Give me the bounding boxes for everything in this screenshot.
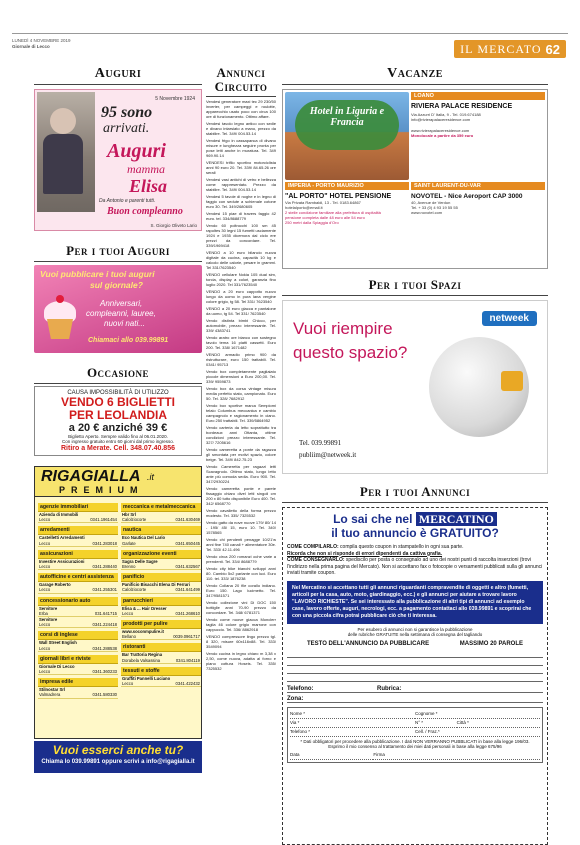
auguri-place: S. Giorgio Oliveto Lario — [150, 223, 197, 228]
saint-address: 40, Avenue de Verdun — [411, 200, 451, 205]
annuncio-item: Vendo cavalletto della forma prezzo modesto. Tel. 335/ 7325532 — [206, 508, 276, 518]
coupon-note-2: delle rubriche GRATUITE nella settimana di consegna del tagliando — [347, 631, 483, 637]
right-column — [282, 66, 548, 845]
occasione-title: Occasione — [86, 365, 150, 380]
listing-city: Lecco — [122, 681, 134, 687]
netweek-logo: netweek — [482, 311, 537, 326]
promo-line-2: sul giornale? — [90, 280, 143, 290]
rigagialla-right-list — [121, 500, 201, 687]
listing-row[interactable] — [38, 664, 118, 675]
citta-field[interactable]: Città * — [457, 719, 540, 728]
listing-phone: 0341.288440 — [92, 564, 117, 570]
cta-headline: Vuoi esserci anche tu? — [52, 743, 184, 757]
listing-phone: 0341.630469 — [175, 517, 200, 523]
annuncio-item: Vendesi 5 tavole di noghe e in legno di faggio con sedute a schienale cotone euro 30. Tel. 349/2680605 — [206, 194, 276, 209]
imperia-block — [285, 182, 409, 225]
section-brand — [454, 40, 566, 58]
category-heading: arredamenti — [38, 526, 118, 535]
mercatino-brand: MERCATINO — [416, 512, 497, 526]
category-heading: agenzie immobiliari — [38, 503, 118, 512]
saint-label: SAINT LAURENT-DU-VAR — [411, 182, 545, 190]
listing-row[interactable] — [121, 629, 201, 640]
annuncio-item: VENDO compressore lingo prezzo tgl. 8 320, misure 60x116x88. Tel. 333/ 3549094 — [206, 634, 276, 649]
coupon-note-1: Per esubero di annunci non si garantisce la pubblicazione — [357, 626, 473, 632]
annuncio-item: Vendesi vasi antichi di vetro e bellezza come rappresentato. Prezzo da stabilire. Tel. 349/ 004.53.14 — [206, 177, 276, 192]
category-heading: giornali libri e riviste — [38, 655, 118, 664]
listing-name: Giornale Di Lecco — [39, 663, 75, 669]
page-number: 62 — [545, 41, 560, 57]
listing-phone: 0341.255301 — [92, 587, 117, 593]
annuncio-item: Vendo aratro ore bianco con sostegno tavolo tema 16 piatti cassetti. Euro 200. Tel. 338/ 1671482 — [206, 335, 276, 350]
spazi-email[interactable]: publiim@netweek.it — [299, 451, 357, 459]
listing-phone: 0341.650445 — [175, 540, 200, 546]
headline-part-2: il tuo annuncio è GRATUITO? — [331, 526, 499, 540]
imperia-title: "AL PORTO" HOTEL PENSIONE — [285, 193, 392, 200]
photo-body — [43, 134, 83, 194]
listing-name: Elisa & ... Hair Dresser — [122, 605, 167, 611]
annuncio-item: Vendesi generatore maxi tec 29 230/50 inverter, per campeggi e roulotte, apparecchio usato poco con circa 100 ore di funzionamento. Ottimo affare. — [206, 99, 276, 119]
promo-phone: Chiamaci allo 039.99891 — [88, 337, 169, 344]
hotel-banner-text: Hotel in Liguria e Francia — [309, 106, 385, 128]
imperia-email: hotelalporto@email.it — [285, 205, 323, 210]
annuncio-item: Vendo box completamente pagliaiato piccole dimensioni a Euro 200,00. Tel. 339/ 9559873 — [206, 369, 276, 384]
loano-address: Via Azzurri D' Italia, 9 - Tel. 019.674188 — [411, 112, 481, 117]
listing-name: Panificio Bisacchi Elena Di Ferrari — [122, 582, 190, 588]
per-auguri-title: Per i tuoi Auguri — [66, 243, 170, 258]
cell-field[interactable]: Cell. / Fraz.* — [415, 728, 540, 737]
date-text: LUNEDÌ 4 NOVEMBRE 2019 — [12, 38, 71, 43]
listing-city: Lecco — [39, 645, 51, 651]
promo-line-4: compleanni, lauree, — [86, 309, 156, 318]
category-heading: prodotti per pulire — [121, 620, 201, 629]
imperia-note-3: 250 metri dalla Spiaggia d'Oro — [285, 220, 339, 225]
auguri-promo — [34, 265, 202, 353]
personal-fields — [287, 707, 543, 763]
imperia-address: Via Privata Rambaldi, 13 - Tel. 0183.64867 — [285, 200, 361, 205]
vacanze-box — [282, 89, 548, 269]
saint-title: NOVOTEL - Nice Aeroport CAP 3000 — [411, 193, 523, 200]
telefono-field[interactable]: Telefono * — [290, 728, 415, 737]
loano-note: Monolocale a partire da 359 euro — [411, 133, 474, 138]
listing-row[interactable] — [38, 559, 118, 570]
cognome-field[interactable]: Cognome * — [415, 710, 540, 719]
listing-city: Calolziocorte — [122, 587, 147, 593]
listing-phone: 031.641715 — [94, 610, 117, 616]
annuncio-item: Vendesi 15 piae di travers faggio 42 euro. tel. 334/8688779 — [206, 211, 276, 221]
zona-label[interactable]: Zona: — [287, 696, 543, 703]
annuncio-item: Vendo carteria da letto soprattutto tra bordeaux anni Ottanta, ottime condizioni prezzo interessante. Tel. 327/ 7205616 — [206, 425, 276, 445]
loano-label: LOANO — [411, 92, 545, 100]
listing-name: Stilnostar Srl — [39, 687, 66, 693]
loano-email: info@rivierapalaceresidence.com — [411, 117, 471, 122]
annuncio-item: VENDO armadio primo 900 da ristrutturare, euro 150 trattabili. Tel. 0341/ 95713 — [206, 352, 276, 367]
listing-phone: 0341.288538 — [92, 645, 117, 651]
listing-row[interactable] — [121, 652, 201, 663]
annunci-title: Annunci Circuito — [214, 65, 268, 94]
occasione-line-2: VENDO 6 BIGLIETTI — [60, 395, 175, 409]
listing-phone: 0341.422432 — [175, 681, 200, 687]
annuncio-item: Vendo Cameretta per ragazzi letti Scavagnolo. Ottimo stato, lungo letto ante più comoda sedia. Euro 900. Tel. 347/2930224 — [206, 464, 276, 484]
occasione-line-6: Con ingresso gratuito entro 60 giorni dal primo ingresso. — [61, 439, 175, 444]
occasione-box — [34, 386, 202, 456]
imperia-note-2: pensione completa dalle 48 euro alle 54 euro — [285, 215, 365, 220]
listing-name: Investire Assicurazioni — [39, 558, 85, 564]
deliver-label: COME CONSEGNARLO: — [287, 557, 345, 563]
paper-name: Giornale di Lecco — [12, 44, 50, 49]
listing-name: Servitore — [39, 617, 58, 623]
hotel-banner-title — [295, 100, 399, 150]
listing-row[interactable] — [121, 512, 201, 523]
section-name: MERCATO — [477, 41, 542, 56]
annuncio-item: Vendo cameretta ponte e parete fissaggio chiaro divel letti singoli cm 200 x 80 tutto disponibile Euro 400. Tel. 342/ 6568770 — [206, 486, 276, 506]
category-heading: autofficine e centri assistenza — [38, 573, 118, 582]
annuncio-item: Vendo Collana 20 file corallo indiano. Euro 150. Lago lucimetto. Tel. 347/9581571 — [206, 583, 276, 598]
annuncio-item: Vendo come nuove giacca Monclerr taglia 46 colore grigio marrone con cappuccio. Tel. 336/ 8862918 — [206, 617, 276, 632]
category-heading: organizzazione eventi — [121, 550, 201, 559]
section-prefix: IL — [460, 41, 474, 56]
rigagialla-cta[interactable] — [34, 741, 202, 773]
coupon-writing-lines[interactable] — [287, 650, 543, 682]
annuncio-item: Vendo chi pendenti penagge 10/21'w anni fine 740 canali + alimentatore 30e. Tel. 333/ 42.11.496 — [206, 537, 276, 552]
promo-line-5: nuovi nati... — [104, 319, 145, 328]
compile-label: COME COMPILARLO: — [287, 544, 339, 550]
spazi-phone: Tel. 039.99891 — [299, 439, 342, 447]
annuncio-item: Vendo distinta bimbi Chicco, per automobile, prezzo interessante. Tel. 339/ 4383741 — [206, 318, 276, 333]
privacy-note-2: Esprimo il mio consenso al trattamento dei miei dati personali in base alla legge 675/96 — [328, 743, 502, 749]
listing-city: Lecco — [39, 540, 51, 546]
annuncio-item: VENDO a 20 euro cappotto nuovo lungo da uomo in pura lana vergine colore grigio, tg 58. Tel 331/ 7623540 — [206, 289, 276, 304]
annuncio-item: Vendo city bike bianchi sviluppi anni 80. Cambio 5x2 parlante con luci. Euro 110. tel. 333/ 1876238 — [206, 566, 276, 581]
grafia-note: Ricorda che non si risponde di errori dipendenti da cattiva grafia. — [287, 550, 443, 557]
rigagialla-box — [34, 466, 202, 739]
listing-row[interactable] — [38, 606, 118, 617]
listing-name: Eco Nautica Del Lario — [122, 535, 166, 541]
coupon-max-words: MASSIMO 20 PAROLE — [459, 640, 523, 647]
occasione-line-5: Biglietto Aperto. Sempre valido fino al 06.01.2020. — [68, 434, 168, 439]
spazi-title: Per i tuoi Spazi — [368, 277, 462, 292]
cta-contact: Chiama lo 039.99891 oppure scrivi a info@rigagialla.it — [41, 759, 195, 765]
listing-name: Garage Roberto — [39, 582, 71, 588]
age-line-1: 95 sono — [101, 104, 153, 121]
annuncio-item: Vendo cameretta a ponte da ragazza gli smontata per motivi spazio, colore beige. Tel. 349/ 842.75.23 — [206, 447, 276, 462]
rigagialla-left-list — [38, 500, 118, 699]
listing-phone: 0341.580330 — [92, 692, 117, 698]
nome-field[interactable]: Nome * — [290, 710, 415, 719]
annuncio-item: Vendesi frigo in cassapanca di divano misure e lunghezza seguire pronta per pose letti anche in muratura. Tel. 349 969.90.14 — [206, 138, 276, 158]
auguri-name: Elisa — [129, 176, 168, 196]
listing-row[interactable] — [121, 582, 201, 593]
listing-name: Azienda di Immobili — [39, 512, 79, 517]
category-heading: impresa edile — [38, 678, 118, 687]
listing-city: Erba — [39, 610, 48, 616]
loano-web[interactable]: www.rivierapalaceresidence.com — [411, 128, 470, 133]
spazi-question-2: questo spazio? — [293, 343, 408, 362]
listing-name: Castelletti Arredamenti — [39, 535, 85, 541]
listing-city: Lecco — [122, 610, 134, 616]
listing-city: Lecco — [39, 517, 51, 523]
listing-city: Bellano — [122, 634, 136, 640]
vacanze-title: Vacanze — [387, 66, 443, 81]
listing-phone: 0341.224418 — [92, 622, 117, 628]
photo-figure — [50, 108, 76, 134]
listing-city: Lecco — [39, 587, 51, 593]
listing-city: Calolziocorte — [122, 517, 147, 523]
listing-city: Brenno — [122, 564, 136, 570]
listing-name: Sagra Delle Sagre — [122, 558, 158, 564]
numero-field[interactable]: N° * — [415, 719, 457, 728]
listing-row[interactable] — [38, 640, 118, 651]
data-field[interactable]: Data — [290, 751, 373, 760]
annuncio-item: Vendo cucina in legno chiaro m 3,38 x 2,50, come nuova, adatta al forno e piano cottura Hoseis. Tel. 335/ 7325532 — [206, 651, 276, 671]
listing-phone: 0341.804119 — [175, 657, 200, 663]
listing-city: Dorabela Valsassina — [122, 657, 161, 663]
listing-row[interactable] — [121, 606, 201, 617]
auguri-closing: Buon compleanno — [107, 206, 183, 217]
category-heading: nautica — [121, 526, 201, 535]
saint-block — [411, 182, 545, 215]
listing-row[interactable] — [121, 676, 201, 687]
annuncio-item: VENDO a 20 euro giacca e pantalone da uomo, tg 54. Tel 331/ 7623540 — [206, 306, 276, 316]
occasione-line-1: CAUSA IMPOSSIBILITÀ DI UTILIZZO — [67, 390, 169, 396]
listing-row[interactable] — [121, 559, 201, 570]
annuncio-item: Vendo box sportive marca Sempiomi telaio Columbus meccanica e cambio campagnolo e ragionamento in ciano. Euro 250 trattabili. Tel. 339/5864952 — [206, 403, 276, 423]
rigagialla-header — [35, 467, 201, 497]
loano-title: RIVIERA PALACE RESIDENCE — [411, 103, 513, 110]
annuncio-item: VENDESI trifilo sportivo motorciclista anni 90 euro 20. Tel. 339/ 84.65.26 ore serali — [206, 160, 276, 175]
listing-city: Lecco — [39, 622, 51, 628]
auguri-card — [34, 89, 202, 231]
telefono-label: Telefono: — [287, 686, 377, 693]
puzzle-piece-icon — [501, 371, 523, 391]
listing-row[interactable] — [38, 582, 118, 593]
top-rule — [12, 33, 568, 34]
listing-city: Lecco — [39, 669, 51, 675]
occasione-line-3: PER LEOLANDIA — [68, 408, 167, 422]
listing-row[interactable] — [38, 687, 118, 698]
annuncio-item: Vendesi tavolo legno antico con sedie e divano intarsiato a mano, prezzo da stabilire. Tel. 349/ 004.53.14 — [206, 121, 276, 136]
category-heading: ristoranti — [121, 643, 201, 652]
imperia-note-1: 2 stelle condizione familiare alla prefettura di ospitalità — [285, 210, 381, 215]
category-heading: assicurazioni — [38, 550, 118, 559]
loano-block — [411, 92, 545, 180]
header-date — [12, 38, 71, 50]
listing-row[interactable] — [38, 617, 118, 628]
category-heading: panificio — [121, 573, 201, 582]
rigagialla-subtitle: PREMIUM — [59, 485, 144, 495]
listing-phone: 0341.268610 — [175, 610, 200, 616]
auguri-greeting: Auguri — [107, 140, 166, 162]
listing-phone: 0341.283018 — [92, 540, 117, 546]
firma-field[interactable]: Firma — [373, 751, 540, 760]
category-heading: concessionario auto — [38, 597, 118, 606]
category-heading: tessuti e stoffe — [121, 667, 201, 676]
rubrica-label: Rubrica: — [377, 686, 543, 693]
left-column — [34, 66, 202, 773]
imperia-label: IMPERIA - PORTO MAURIZIO — [285, 182, 409, 190]
listing-city: Garlate — [122, 540, 136, 546]
coupon-title: TESTO DELL'ANNUNCIO DA PUBBLICARE — [307, 640, 430, 647]
listing-row[interactable] — [121, 535, 201, 546]
promo-line-3: Anniversari, — [100, 299, 143, 308]
listing-name: Bar Trattoria Regina — [122, 652, 163, 658]
headline-part-1: Lo sai che nel — [333, 512, 413, 526]
how-to-deliver — [287, 557, 543, 577]
spazi-box — [282, 300, 548, 474]
annuncio-item: Vendo collezione vini Di DOC 150 bottiglie anni 70-90 prezzo da concordare. Tel. 348/ 6781371 — [206, 600, 276, 615]
occasione-line-7: Ritiro a Merate. Cell. 348.07.40.856 — [60, 445, 175, 452]
auguri-from: Da Antonio e parenti tutti. — [99, 198, 156, 204]
listing-phone: 0341.632567 — [175, 564, 200, 570]
auguri-title: Auguri — [94, 66, 142, 81]
deliver-text: spediscilo per posta o consegnalo ad uno dei nostri punti di raccolta inserzioni (trovi l'indirizzo nella prima pagina del Mercato). Non si accettano fax o fotocopie o versamenti pubblicati sulla gli annunci inviati tramite coupon. — [287, 557, 543, 576]
auguri-relation: mamma — [127, 162, 165, 176]
category-heading: parrucchieri — [121, 597, 201, 606]
age-line-2: arrivati. — [103, 121, 150, 136]
annuncio-item: VENDO a 10 euro bilancio nuova digitale da cucina, capacità 10 kg e calcolo delle calorie, pesare in grammi. Tel 331/7623540 — [206, 250, 276, 270]
privacy-note-1: * Dati obbligatori per procedere alla pubblicazione. I dati NON VERRANNO PUBBLICATI in base alla legge 196/03. — [300, 738, 530, 744]
listing-name: Servitore — [39, 605, 58, 611]
phone-rubrica-row — [287, 686, 543, 693]
annuncio-item: Vendo 60 poltrocchi 100 sm 45 rapoltes 30 legni 15 fumetti usciamente 1924 e 1935 dicemora dal ciclo ere prezzi da concordare. Tel. 339/1969418 — [206, 223, 276, 248]
occasione-line-4: a 20 € anziché 39 € — [68, 422, 168, 434]
annuncio-item: Vendo box da corsa vintage misura media perfetto stato, campionato. Euro 50. Tel. 328/ 7682912 — [206, 386, 276, 401]
birth-date: 5 Novembre 1924 — [155, 96, 195, 102]
listing-city: Valmadrera — [39, 692, 61, 698]
hotel-banner — [285, 92, 409, 180]
listing-phone: 0039.0961717 — [173, 634, 200, 640]
annuncio-item: Vendo gatto da nove nuove 179/ 80/ 14 - 195/ 45/ 15, euro 10. Tel. 340/ 1578565 — [206, 520, 276, 535]
cupcake-icon — [42, 301, 78, 341]
compile-text: compila questo coupon in stampatello in ogni sua parte. — [338, 544, 464, 550]
listing-row[interactable] — [38, 512, 118, 523]
listing-name: Hbr Srl — [122, 512, 136, 517]
saint-web[interactable]: www.novotel.com — [411, 210, 443, 215]
coupon-text-header — [287, 641, 543, 647]
listing-phone: 0341.641499 — [175, 587, 200, 593]
listing-name: Graffiti Pannelli Luciano — [122, 675, 171, 681]
category-heading: meccanica e metalmeccanica — [121, 503, 201, 512]
saint-phone: Tel. + 33 (0) 4 93 19 55 55 — [411, 205, 458, 210]
listing-name: Wall Street English — [39, 640, 77, 646]
annuncio-item: VENDO cellulare Nokia 105 dual sim, torcia, display a colori, garanzia fino luglio 2020. Tel 331/7623540 — [206, 272, 276, 287]
coupon-headline — [287, 512, 543, 540]
listing-phone: 0341.360233 — [92, 669, 117, 675]
category-heading: corsi di inglese — [38, 631, 118, 640]
annunci-column — [206, 66, 276, 841]
annunci-list — [206, 99, 276, 841]
spazi-question-1: Vuoi riempire — [293, 319, 393, 338]
promo-line-1: Vuoi pubblicare i tuoi auguri — [40, 269, 155, 279]
coupon-info-box: Nel Mercatino si accettano tutti gli annunci riguardanti compravendite di oggetti e altro (fumetti, articoli per la casa, auto, moto, giardinaggio, ecc.) e gli annunci per aiutare a trovare lavoro "LAVORO RICHIESTE". Se sei interessato alla pubblicazione di altri tipi di annunci ad esempio case, lavoro offerte, auguri, necrologi, ecc. a pagamento contattaci allo 039.99891 e scoprirai che con una piccola cifra potrai pubblicare ciò che ti interessa. — [287, 581, 543, 624]
via-field[interactable]: Via * — [290, 719, 415, 728]
annuncio-item: Vendo circa 200 romanzi oche varie a prendenti. Tel. 334/ 8688779 — [206, 554, 276, 564]
listing-row[interactable] — [38, 535, 118, 546]
per-annunci-title: Per i tuoi Annunci — [359, 484, 471, 499]
listing-city: Lecco — [39, 564, 51, 570]
listing-phone: 0341.1961454 — [90, 517, 117, 523]
listing-name: www.soconmpulire.it — [122, 629, 164, 635]
rigagialla-logo: RIGAGIALLA — [41, 468, 141, 485]
coupon-box — [282, 507, 548, 845]
rigagialla-logo-suffix: .it — [147, 472, 155, 482]
